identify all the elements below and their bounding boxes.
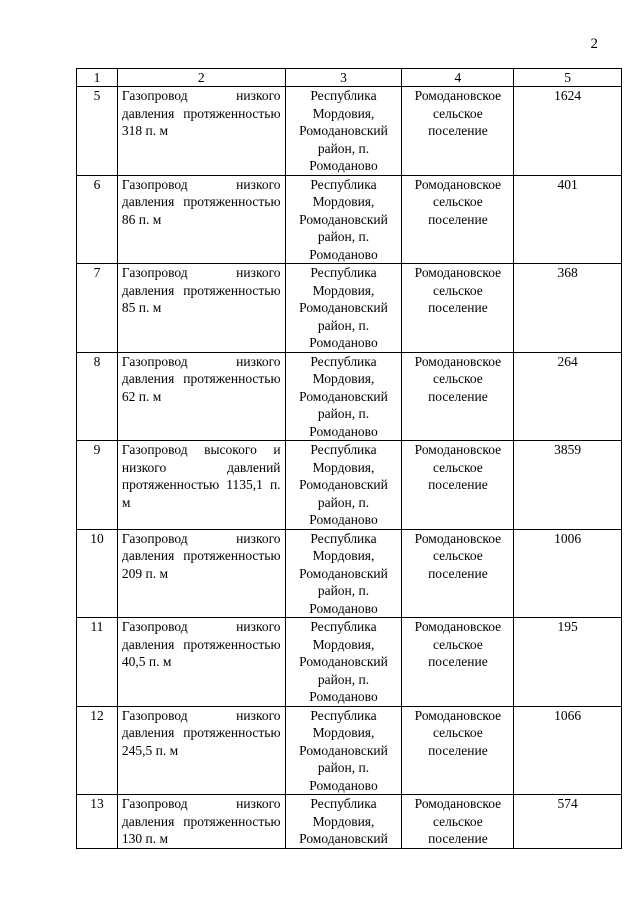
settlement-name: Ромодановское сельское поселение [402, 618, 514, 707]
object-location: Республика Мордовия, Ромодановский район, п. Ромоданово [285, 264, 402, 353]
table-row [77, 175, 622, 264]
object-value: 264 [514, 352, 622, 441]
object-name: Газопровод низкого давления протяженностью 86 п. м [117, 175, 285, 264]
row-number: 5 [77, 87, 118, 176]
object-value: 1624 [514, 87, 622, 176]
column-header: 3 [285, 69, 402, 87]
table-row [77, 87, 622, 176]
row-number: 13 [77, 795, 118, 849]
object-location: Республика Мордовия, Ромодановский район, п. Ромоданово [285, 441, 402, 530]
object-value: 1066 [514, 706, 622, 795]
object-name: Газопровод низкого давления протяженностью 245,5 п. м [117, 706, 285, 795]
object-value: 401 [514, 175, 622, 264]
object-name: Газопровод высокого и низкого давлений протяженностью 1135,1 п. м [117, 441, 285, 530]
object-value: 574 [514, 795, 622, 849]
registry-table [76, 68, 622, 849]
row-number: 12 [77, 706, 118, 795]
table-row [77, 441, 622, 530]
object-value: 3859 [514, 441, 622, 530]
column-header: 5 [514, 69, 622, 87]
object-name: Газопровод низкого давления протяженностью 318 п. м [117, 87, 285, 176]
settlement-name: Ромодановское сельское поселение [402, 441, 514, 530]
row-number: 6 [77, 175, 118, 264]
object-name: Газопровод низкого давления протяженностью 85 п. м [117, 264, 285, 353]
object-value: 1006 [514, 529, 622, 618]
settlement-name: Ромодановское сельское поселение [402, 264, 514, 353]
settlement-name: Ромодановское сельское поселение [402, 706, 514, 795]
table-row [77, 618, 622, 707]
object-name: Газопровод низкого давления протяженностью 40,5 п. м [117, 618, 285, 707]
column-header: 4 [402, 69, 514, 87]
table-row [77, 529, 622, 618]
table-row [77, 706, 622, 795]
row-number: 9 [77, 441, 118, 530]
object-location: Республика Мордовия, Ромодановский район, п. Ромоданово [285, 618, 402, 707]
object-location: Республика Мордовия, Ромодановский район, п. Ромоданово [285, 529, 402, 618]
settlement-name: Ромодановское сельское поселение [402, 87, 514, 176]
table-header-row [77, 69, 622, 87]
object-location: Республика Мордовия, Ромодановский район, п. Ромоданово [285, 352, 402, 441]
row-number: 11 [77, 618, 118, 707]
row-number: 7 [77, 264, 118, 353]
table-row [77, 795, 622, 849]
table-row [77, 264, 622, 353]
object-location: Республика Мордовия, Ромодановский [285, 795, 402, 849]
object-name: Газопровод низкого давления протяженностью 62 п. м [117, 352, 285, 441]
object-value: 368 [514, 264, 622, 353]
settlement-name: Ромодановское сельское поселение [402, 352, 514, 441]
settlement-name: Ромодановское сельское поселение [402, 529, 514, 618]
table-row [77, 352, 622, 441]
settlement-name: Ромодановское сельское поселение [402, 175, 514, 264]
column-header: 1 [77, 69, 118, 87]
column-header: 2 [117, 69, 285, 87]
object-location: Республика Мордовия, Ромодановский район, п. Ромоданово [285, 706, 402, 795]
object-location: Республика Мордовия, Ромодановский район, п. Ромоданово [285, 87, 402, 176]
settlement-name: Ромодановское сельское поселение [402, 795, 514, 849]
row-number: 8 [77, 352, 118, 441]
object-location: Республика Мордовия, Ромодановский район, п. Ромоданово [285, 175, 402, 264]
row-number: 10 [77, 529, 118, 618]
object-name: Газопровод низкого давления протяженностью 130 п. м [117, 795, 285, 849]
page-number: 2 [590, 36, 598, 52]
object-value: 195 [514, 618, 622, 707]
object-name: Газопровод низкого давления протяженностью 209 п. м [117, 529, 285, 618]
